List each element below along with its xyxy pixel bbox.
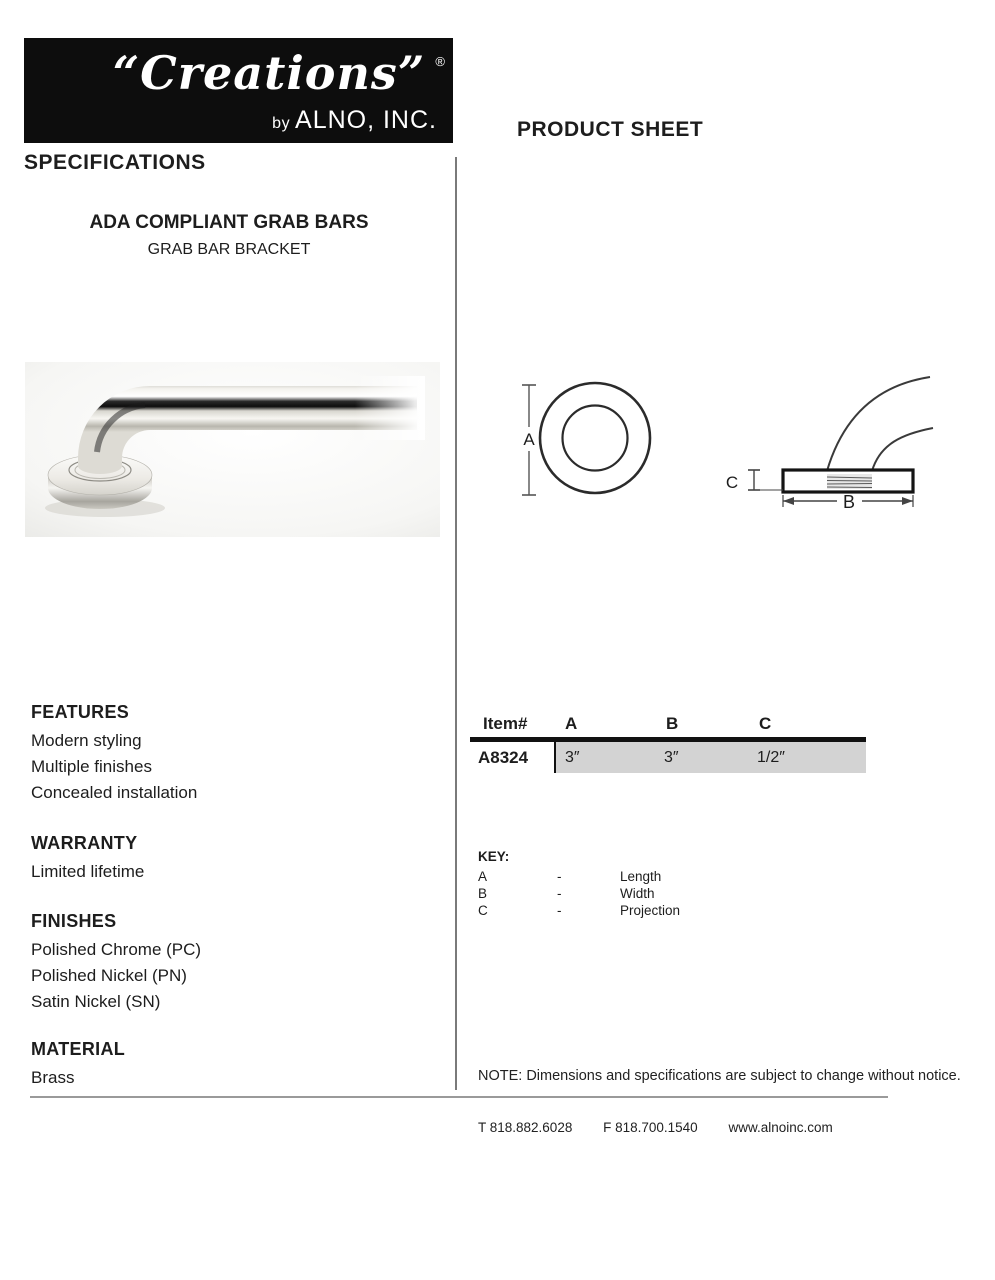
key-meaning: Length	[620, 869, 662, 884]
key-letter: C	[478, 903, 488, 918]
section-finishes	[31, 911, 451, 1015]
product-subtitle: GRAB BAR BRACKET	[147, 241, 311, 258]
key-legend	[478, 848, 680, 919]
bracket-front-view-drawing	[522, 383, 650, 495]
spec-table	[470, 708, 866, 773]
table-row-values	[556, 742, 866, 773]
grab-bar-product-photo	[25, 362, 440, 537]
warranty-item: Limited lifetime	[31, 862, 145, 881]
key-meaning: Width	[620, 886, 655, 901]
table-row	[470, 742, 866, 773]
finish-item: Polished Chrome (PC)	[31, 940, 202, 959]
material-heading: MATERIAL	[31, 1039, 126, 1059]
feature-item: Modern styling	[31, 731, 142, 750]
key-row	[478, 868, 680, 885]
section-material	[31, 1039, 451, 1091]
section-features	[31, 702, 451, 806]
logo-byline	[272, 106, 437, 135]
section-warranty	[31, 833, 451, 885]
registered-trademark-icon: ®	[435, 54, 445, 69]
value-c: 1/2″	[757, 748, 785, 766]
col-header-c: C	[759, 714, 772, 733]
specifications-heading: SPECIFICATIONS	[24, 151, 206, 174]
value-b: 3″	[664, 748, 679, 766]
logo-by-text: by	[272, 115, 296, 132]
dimension-label-a: A	[523, 430, 535, 449]
finish-item: Polished Nickel (PN)	[31, 966, 187, 985]
value-a: 3″	[565, 748, 580, 766]
finish-item: Satin Nickel (SN)	[31, 992, 161, 1011]
footer-divider	[30, 1096, 888, 1098]
material-item: Brass	[31, 1068, 75, 1087]
key-dash: -	[557, 869, 562, 884]
spec-table-header	[470, 708, 866, 734]
feature-item: Concealed installation	[31, 783, 198, 802]
fax-number: F 818.700.1540	[603, 1120, 698, 1135]
product-sheet-title: PRODUCT SHEET	[517, 118, 704, 141]
key-dash: -	[557, 886, 562, 901]
features-heading: FEATURES	[31, 702, 130, 722]
key-letter: B	[478, 886, 488, 901]
logo-company-name: ALNO, INC.	[295, 106, 437, 134]
dimension-label-b: B	[842, 492, 856, 512]
dimension-label-c: C	[725, 473, 739, 492]
col-header-b: B	[666, 714, 679, 733]
creations-logo	[24, 38, 453, 143]
warranty-heading: WARRANTY	[31, 833, 138, 853]
key-meaning: Projection	[620, 903, 681, 918]
item-number: A8324	[478, 747, 529, 767]
product-title: ADA COMPLIANT GRAB BARS	[89, 212, 369, 233]
phone-number: T 818.882.6028	[478, 1120, 573, 1135]
bracket-side-view-drawing	[726, 377, 933, 512]
finishes-heading: FINISHES	[31, 911, 117, 931]
col-header-a: A	[565, 714, 578, 733]
key-row	[478, 902, 680, 919]
feature-item: Multiple finishes	[31, 757, 152, 776]
key-letter: A	[478, 869, 488, 884]
key-dash: -	[557, 903, 562, 918]
column-divider	[455, 157, 457, 1090]
disclaimer-note: NOTE: Dimensions and specifications are subject to change without notice.	[478, 1068, 961, 1084]
technical-drawings	[460, 340, 995, 545]
website-link: www.alnoinc.com	[728, 1120, 833, 1135]
photo-edge-fade	[355, 376, 425, 440]
footer-contacts	[478, 1120, 860, 1135]
col-header-item: Item#	[483, 714, 528, 733]
brand-name: “Creations”	[112, 46, 426, 100]
key-row	[478, 885, 680, 902]
creations-logo-script	[104, 46, 434, 100]
key-label: KEY:	[478, 849, 510, 864]
